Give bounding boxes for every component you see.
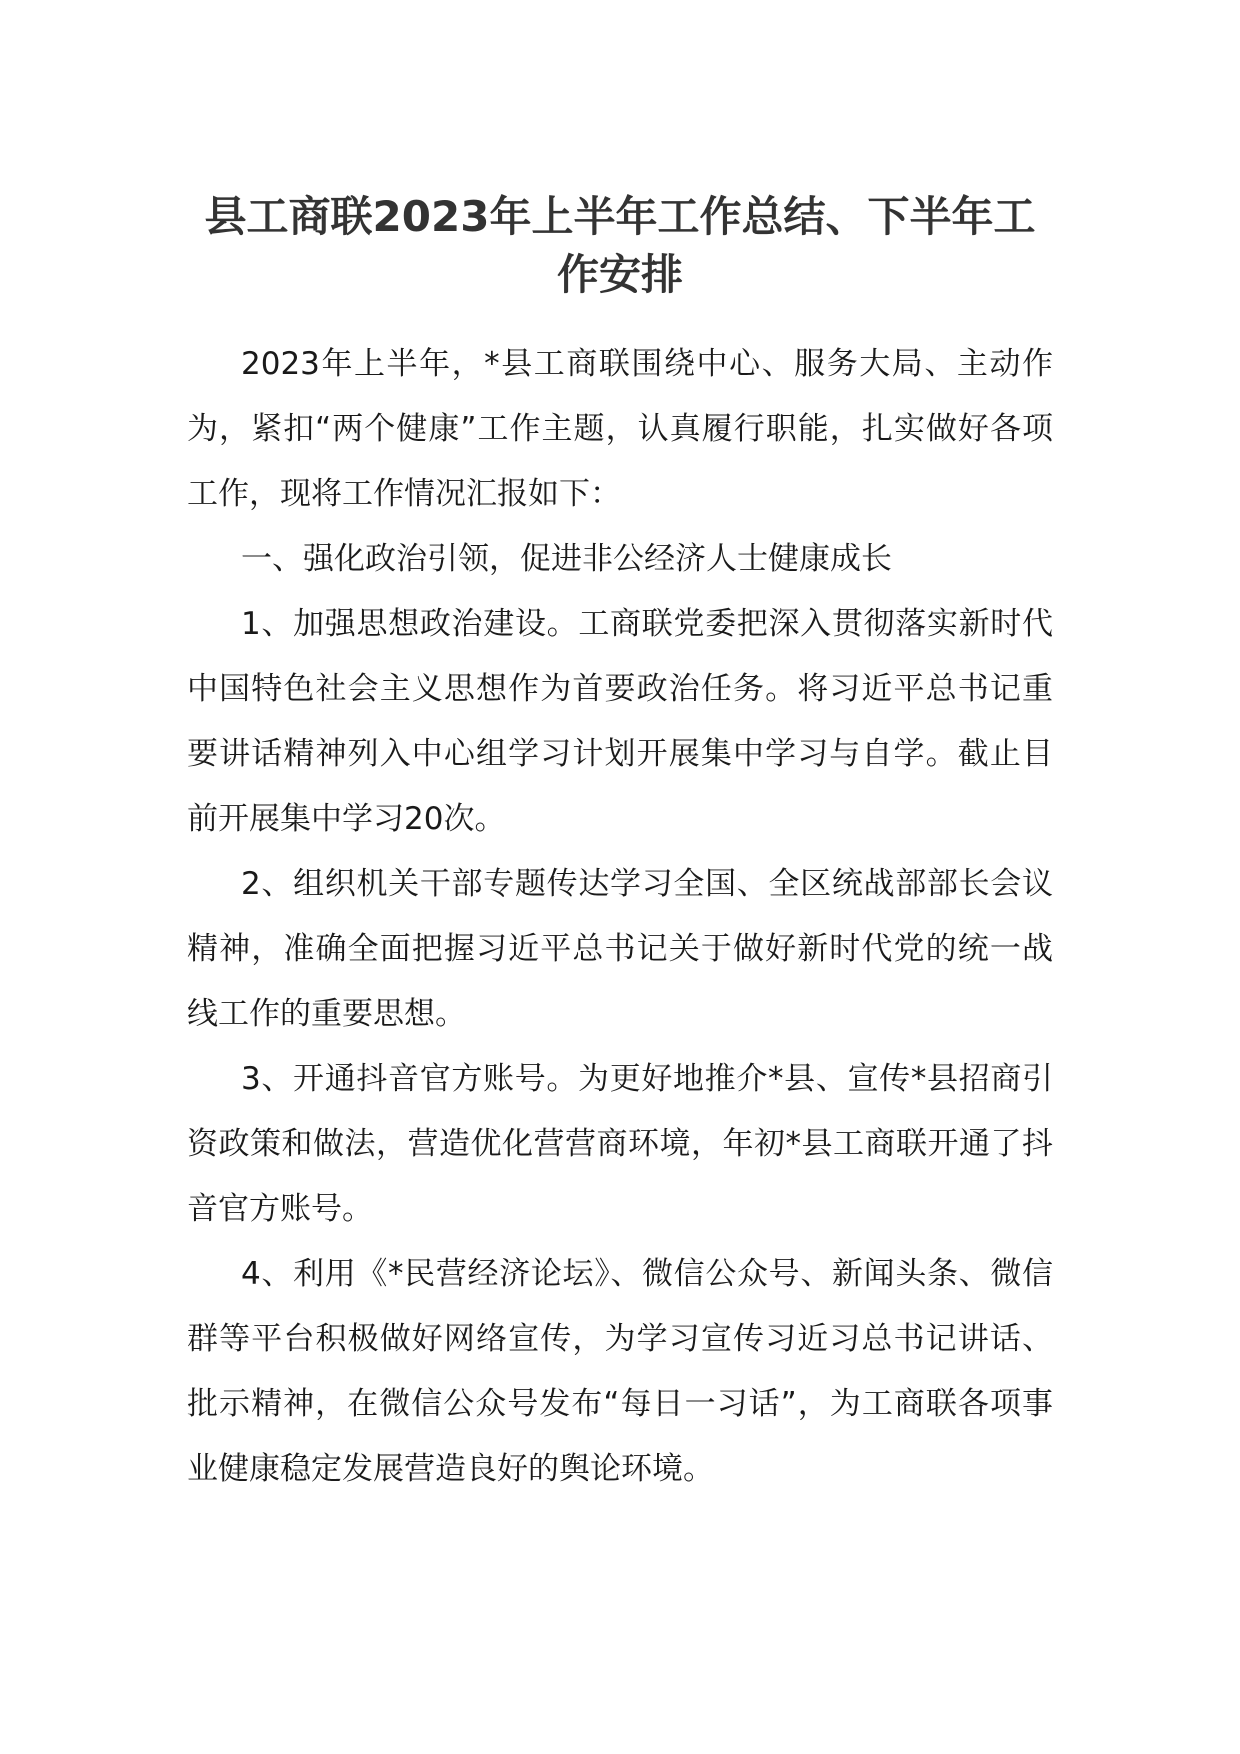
item-paragraph-3: 3、开通抖音官方账号。为更好地推介*县、宣传*县招商引资政策和做法，营造优化营营商环境，年初*县工商联开通了抖音官方账号。 bbox=[187, 1061, 1053, 1227]
document-title: 县工商联2023年上半年工作总结、下半年工作安排 bbox=[204, 192, 1036, 299]
document-body bbox=[187, 332, 1053, 1502]
section-heading-1: 一、强化政治引领，促进非公经济人士健康成长 bbox=[241, 541, 892, 577]
intro-paragraph: 2023年上半年，*县工商联围绕中心、服务大局、主动作为，紧扣“两个健康”工作主题，认真履行职能，扎实做好各项工作，现将工作情况汇报如下： bbox=[187, 346, 1053, 512]
item-paragraph-4: 4、利用《*民营经济论坛》、微信公众号、新闻头条、微信群等平台积极做好网络宣传，为学习宣传习近习总书记讲话、批示精神，在微信公众号发布“每日一习话”，为工商联各项事业健康稳定发展营造良好的舆论环境。 bbox=[187, 1256, 1053, 1487]
item-paragraph-2: 2、组织机关干部专题传达学习全国、全区统战部部长会议精神，准确全面把握习近平总书记关于做好新时代党的统一战线工作的重要思想。 bbox=[187, 866, 1053, 1032]
item-paragraph-1: 1、加强思想政治建设。工商联党委把深入贯彻落实新时代中国特色社会主义思想作为首要政治任务。将习近平总书记重要讲话精神列入中心组学习计划开展集中学习与自学。截止目前开展集中学习20次。 bbox=[187, 606, 1053, 837]
